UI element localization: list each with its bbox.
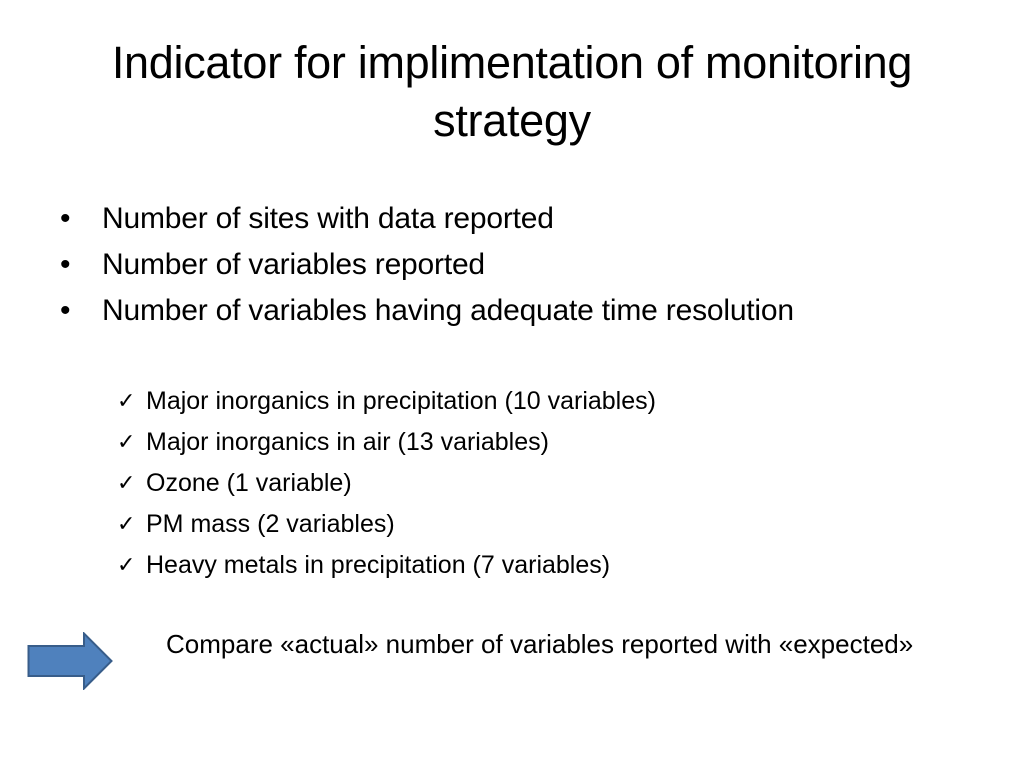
conclusion-text: Compare «actual» number of variables reported with «expected» <box>166 629 914 659</box>
bullet-item <box>58 242 794 288</box>
checkmark-icon: ✓ <box>117 430 136 455</box>
bullet-icon: • <box>60 202 71 235</box>
checklist-item <box>117 422 656 463</box>
checklist-text: PM mass (2 variables) <box>146 510 395 538</box>
bullet-icon: • <box>60 248 71 281</box>
bullet-icon: • <box>60 294 71 327</box>
bullet-text: Number of variables reported <box>102 248 485 281</box>
checklist-text: Heavy metals in precipitation (7 variables) <box>146 551 611 579</box>
checklist-text: Major inorganics in air (13 variables) <box>146 428 549 456</box>
checkmark-icon: ✓ <box>117 389 136 414</box>
slide-title: Indicator for implimentation of monitoring strategy <box>111 37 913 146</box>
checklist-item <box>117 381 656 422</box>
checklist <box>117 381 656 586</box>
bullet-item <box>58 288 794 334</box>
bullet-text: Number of variables having adequate time resolution <box>102 294 794 327</box>
right-arrow-icon <box>27 632 113 690</box>
checklist-item <box>117 504 656 545</box>
checklist-text: Ozone (1 variable) <box>146 469 352 497</box>
checkmark-icon: ✓ <box>117 471 136 496</box>
bullet-text: Number of sites with data reported <box>102 202 554 235</box>
checklist-text: Major inorganics in precipitation (10 variables) <box>146 387 656 415</box>
checklist-item <box>117 545 656 586</box>
bullet-item <box>58 196 794 242</box>
checkmark-icon: ✓ <box>117 553 136 578</box>
checklist-item <box>117 463 656 504</box>
bullet-list <box>58 196 794 334</box>
checkmark-icon: ✓ <box>117 512 136 537</box>
